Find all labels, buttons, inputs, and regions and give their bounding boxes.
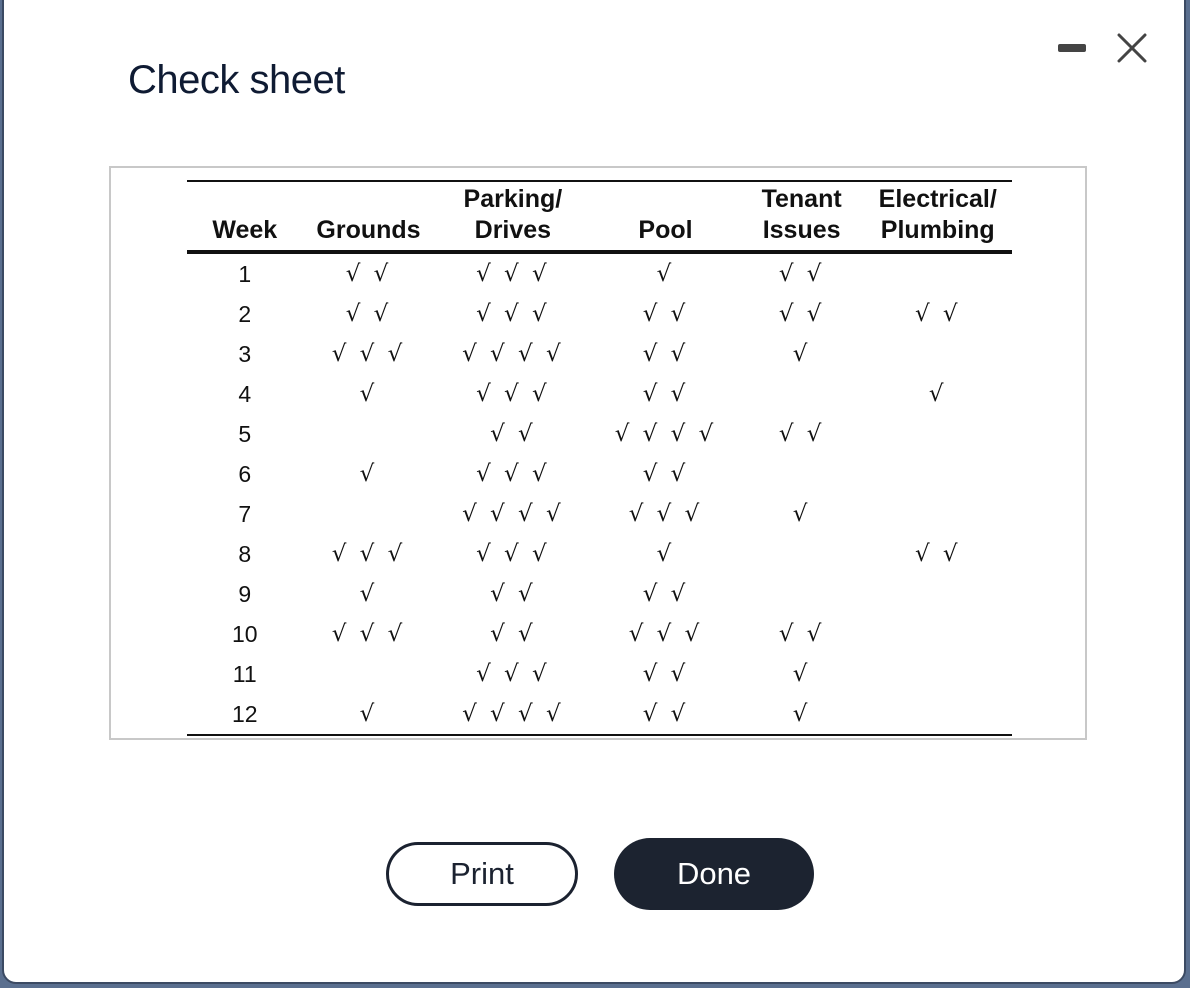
- table-header-row: [187, 181, 1012, 252]
- column-header-electrical: Electrical/ Plumbing: [864, 181, 1013, 252]
- tally-tenant: √: [792, 501, 811, 527]
- tally-tenant: √ √: [778, 261, 825, 287]
- week-number: 1: [238, 260, 252, 287]
- table-row: [187, 294, 1012, 334]
- tally-tenant: [740, 374, 864, 414]
- dialog-buttons: [386, 842, 814, 910]
- tally-grounds: √ √: [345, 261, 392, 287]
- tally-grounds: √ √ √: [331, 541, 406, 567]
- tally-tenant: √ √: [778, 301, 825, 327]
- tally-parking: √ √: [490, 581, 536, 607]
- tally-pool: √ √: [642, 661, 689, 687]
- table-row: [187, 374, 1012, 414]
- dialog-title: Check sheet: [128, 58, 345, 102]
- tally-pool: √ √: [591, 694, 740, 735]
- tally-pool: √ √ √ √: [614, 421, 717, 447]
- week-number: 11: [232, 660, 257, 687]
- tally-parking: √ √ √ √: [435, 694, 592, 735]
- tally-parking: √ √: [490, 621, 536, 647]
- tally-pool: √ √ √: [628, 501, 703, 527]
- tally-pool: √: [656, 541, 675, 567]
- close-icon[interactable]: [1116, 32, 1148, 64]
- tally-electrical: [864, 574, 1013, 614]
- week-number: 8: [238, 540, 252, 567]
- week-number: 3: [238, 340, 252, 367]
- tally-grounds: [303, 494, 435, 534]
- table-row: [187, 694, 1012, 735]
- column-header-pool: Pool: [591, 181, 740, 252]
- tally-tenant: √: [740, 694, 864, 735]
- tally-grounds: √: [359, 381, 378, 407]
- tally-tenant: [740, 454, 864, 494]
- table-body: [187, 252, 1012, 735]
- tally-electrical: √ √: [914, 301, 961, 327]
- tally-tenant: [740, 574, 864, 614]
- table-row: [187, 534, 1012, 574]
- tally-grounds: [303, 654, 435, 694]
- check-sheet-table: [187, 180, 1012, 736]
- tally-electrical: [864, 414, 1013, 454]
- check-sheet-frame: [109, 166, 1087, 740]
- tally-grounds: √: [303, 694, 435, 735]
- print-button[interactable]: Print: [386, 842, 578, 906]
- column-header-parking: Parking/ Drives: [435, 181, 592, 252]
- tally-electrical: [864, 454, 1013, 494]
- week-number: 5: [238, 420, 252, 447]
- check-sheet-dialog: [2, 0, 1186, 984]
- tally-grounds: √: [359, 461, 378, 487]
- week-number: 9: [238, 580, 252, 607]
- week-number: 4: [238, 380, 252, 407]
- tally-tenant: √: [792, 341, 811, 367]
- tally-pool: √ √: [642, 301, 689, 327]
- tally-parking: √ √ √: [476, 301, 550, 327]
- tally-parking: √ √: [490, 421, 536, 447]
- done-button[interactable]: Done: [614, 838, 814, 910]
- table-row: [187, 334, 1012, 374]
- week-number: 7: [238, 500, 252, 527]
- column-header-week: Week: [187, 181, 303, 252]
- table-row: [187, 654, 1012, 694]
- table-row: [187, 454, 1012, 494]
- tally-electrical: [864, 494, 1013, 534]
- table-row: [187, 614, 1012, 654]
- tally-parking: √ √ √: [476, 541, 550, 567]
- week-number: 2: [238, 300, 252, 327]
- tally-electrical: [864, 694, 1013, 735]
- tally-pool: √ √: [642, 381, 689, 407]
- tally-grounds: √ √ √: [331, 621, 406, 647]
- tally-grounds: √: [359, 581, 378, 607]
- week-number: 12: [187, 694, 303, 735]
- week-number: 6: [238, 460, 252, 487]
- tally-electrical: [864, 334, 1013, 374]
- tally-parking: √ √ √ √: [462, 501, 564, 527]
- tally-grounds: √ √: [345, 301, 392, 327]
- tally-pool: √: [656, 261, 675, 287]
- tally-electrical: [864, 654, 1013, 694]
- window-controls: [1058, 32, 1148, 64]
- table-row: [187, 494, 1012, 534]
- tally-grounds: √ √ √: [331, 341, 406, 367]
- tally-electrical: [864, 614, 1013, 654]
- tally-pool: √ √ √: [628, 621, 703, 647]
- tally-tenant: [740, 534, 864, 574]
- tally-pool: √ √: [642, 461, 689, 487]
- minimize-icon[interactable]: [1058, 44, 1086, 52]
- tally-parking: √ √ √: [476, 461, 550, 487]
- tally-electrical: √ √: [914, 541, 961, 567]
- column-header-tenant: Tenant Issues: [740, 181, 864, 252]
- week-number: 10: [231, 620, 258, 647]
- tally-tenant: √: [792, 661, 811, 687]
- tally-parking: √ √ √: [476, 661, 550, 687]
- tally-electrical: [864, 252, 1013, 294]
- tally-pool: √ √: [642, 581, 689, 607]
- table-row: [187, 414, 1012, 454]
- column-header-grounds: Grounds: [303, 181, 435, 252]
- tally-pool: √ √: [642, 341, 689, 367]
- tally-tenant: √ √: [778, 621, 825, 647]
- table-row: [187, 574, 1012, 614]
- tally-parking: √ √ √ √: [462, 341, 564, 367]
- tally-parking: √ √ √: [476, 261, 550, 287]
- tally-tenant: √ √: [778, 421, 825, 447]
- tally-electrical: √: [928, 381, 947, 407]
- tally-grounds: [303, 414, 435, 454]
- tally-parking: √ √ √: [476, 381, 550, 407]
- table-row: [187, 252, 1012, 294]
